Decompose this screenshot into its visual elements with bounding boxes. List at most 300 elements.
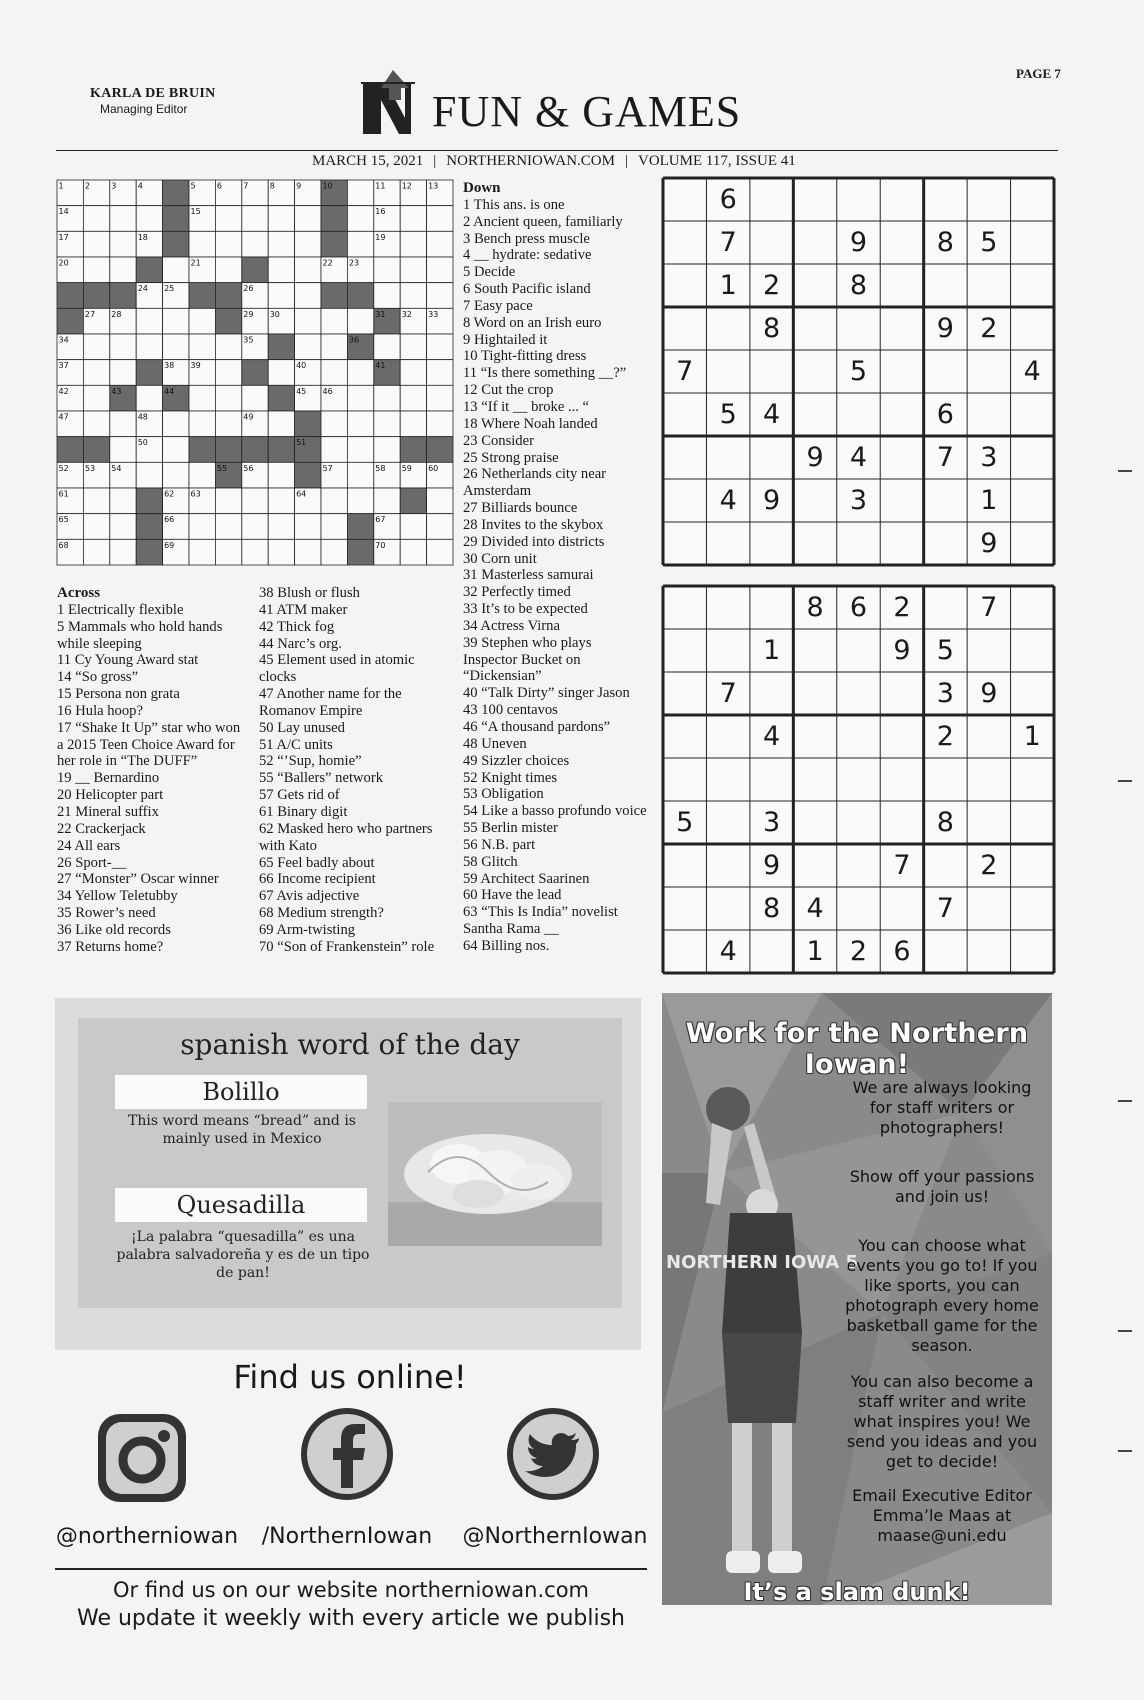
sudoku-empty-cell[interactable]: [706, 844, 749, 887]
sudoku-empty-cell[interactable]: [880, 264, 923, 307]
crossword-cell[interactable]: [136, 206, 162, 232]
crossword-clue-number: 37: [58, 361, 69, 371]
sudoku-empty-cell[interactable]: [1011, 178, 1054, 221]
crossword-cell[interactable]: [321, 539, 347, 565]
crossword-clue-number: 53: [84, 463, 96, 473]
sudoku-empty-cell[interactable]: [924, 522, 967, 565]
instagram-handle[interactable]: @northerniowan: [55, 1524, 239, 1549]
crossword-cell[interactable]: [110, 257, 136, 283]
crossword-cell[interactable]: [427, 257, 453, 283]
crossword-cell[interactable]: [136, 462, 162, 488]
crossword-cell[interactable]: [347, 385, 373, 411]
crossword-cell[interactable]: [321, 308, 347, 334]
crossword-clue-number: 47: [58, 412, 69, 422]
sudoku-empty-cell[interactable]: [967, 715, 1010, 758]
crossword-cell[interactable]: [295, 257, 321, 283]
sudoku-empty-cell[interactable]: [967, 393, 1010, 436]
crossword-clue-number: 15: [190, 207, 201, 217]
crossword-cell[interactable]: [242, 539, 268, 565]
sudoku-empty-cell[interactable]: [837, 307, 880, 350]
sudoku-empty-cell[interactable]: [880, 715, 923, 758]
sudoku-empty-cell[interactable]: [750, 436, 793, 479]
crossword-grid[interactable]: [57, 180, 453, 565]
sudoku-empty-cell[interactable]: [837, 887, 880, 930]
sudoku-empty-cell[interactable]: [706, 307, 749, 350]
sudoku-empty-cell[interactable]: [663, 715, 706, 758]
crossword-clue-number: 54: [111, 463, 122, 473]
sudoku-empty-cell[interactable]: [750, 522, 793, 565]
crossword-cell[interactable]: [136, 334, 162, 360]
sudoku-empty-cell[interactable]: [837, 801, 880, 844]
sudoku-empty-cell[interactable]: [837, 629, 880, 672]
crossword-cell[interactable]: [242, 488, 268, 514]
sudoku-empty-cell[interactable]: [1011, 629, 1054, 672]
sudoku-empty-cell[interactable]: [663, 844, 706, 887]
sudoku-empty-cell[interactable]: [1011, 801, 1054, 844]
crossword-cell[interactable]: [400, 411, 426, 437]
crossword-cell[interactable]: [215, 539, 241, 565]
ad-title: Work for the Northern Iowan!: [685, 1018, 1029, 1080]
clue: 8 Word on an Irish euro: [463, 314, 602, 331]
sudoku-empty-cell[interactable]: [793, 629, 836, 672]
sudoku-given: 7: [719, 227, 737, 258]
crossword-cell[interactable]: [110, 231, 136, 257]
crossword-cell[interactable]: [321, 360, 347, 386]
sudoku-empty-cell[interactable]: [706, 522, 749, 565]
crossword-cell[interactable]: [427, 488, 453, 514]
sudoku-empty-cell[interactable]: [663, 586, 706, 629]
crossword-cell[interactable]: [427, 231, 453, 257]
sudoku-empty-cell[interactable]: [793, 844, 836, 887]
sudoku-empty-cell[interactable]: [793, 522, 836, 565]
clue: 17 “Shake It Up” star who won a 2015 Teen Choice Award for her role in “The DUFF”: [57, 719, 241, 770]
crossword-cell[interactable]: [400, 360, 426, 386]
crossword-cell[interactable]: [295, 334, 321, 360]
find-us-online-title: Find us online!: [233, 1358, 467, 1396]
crossword-cell[interactable]: [110, 539, 136, 565]
crossword-cell[interactable]: [242, 206, 268, 232]
sudoku-empty-cell[interactable]: [706, 887, 749, 930]
sudoku-empty-cell[interactable]: [750, 178, 793, 221]
crossword-cell[interactable]: [374, 334, 400, 360]
sudoku-empty-cell[interactable]: [793, 178, 836, 221]
crossword-cell[interactable]: [400, 334, 426, 360]
sudoku-empty-cell[interactable]: [1011, 221, 1054, 264]
sudoku-empty-cell[interactable]: [663, 887, 706, 930]
northern-iowan-logo-icon: [361, 70, 421, 136]
crossword-cell[interactable]: [189, 231, 215, 257]
sudoku-empty-cell[interactable]: [663, 479, 706, 522]
crossword-cell[interactable]: [215, 514, 241, 540]
crossword-cell[interactable]: [427, 334, 453, 360]
sudoku-empty-cell[interactable]: [1011, 586, 1054, 629]
sudoku-empty-cell[interactable]: [706, 629, 749, 672]
clue: 52 “’Sup, homie”: [259, 753, 362, 770]
sudoku-empty-cell[interactable]: [1011, 264, 1054, 307]
sudoku-empty-cell[interactable]: [750, 221, 793, 264]
crossword-clue-number: 25: [164, 284, 175, 294]
crossword-cell[interactable]: [83, 231, 109, 257]
sudoku-empty-cell[interactable]: [924, 178, 967, 221]
instagram-icon[interactable]: [92, 1408, 192, 1508]
sudoku-empty-cell[interactable]: [793, 715, 836, 758]
sudoku-empty-cell[interactable]: [706, 758, 749, 801]
sudoku-empty-cell[interactable]: [880, 350, 923, 393]
crossword-cell[interactable]: [83, 385, 109, 411]
sudoku-empty-cell[interactable]: [1011, 930, 1054, 973]
sudoku-empty-cell[interactable]: [967, 758, 1010, 801]
crossword-clue-number: 65: [58, 515, 69, 525]
sudoku-empty-cell[interactable]: [663, 522, 706, 565]
sudoku-empty-cell[interactable]: [750, 758, 793, 801]
crossword-cell[interactable]: [400, 539, 426, 565]
sudoku-given: 5: [980, 227, 998, 258]
crossword-cell[interactable]: [295, 283, 321, 309]
crossword-cell[interactable]: [268, 231, 294, 257]
crossword-cell[interactable]: [400, 514, 426, 540]
crossword-cell[interactable]: [110, 437, 136, 463]
sudoku-empty-cell[interactable]: [880, 522, 923, 565]
crossword-cell[interactable]: [268, 488, 294, 514]
crossword-clue-number: 21: [190, 258, 201, 268]
sudoku-empty-cell[interactable]: [967, 930, 1010, 973]
sudoku-empty-cell[interactable]: [837, 715, 880, 758]
sudoku-empty-cell[interactable]: [1011, 758, 1054, 801]
sudoku-empty-cell[interactable]: [837, 844, 880, 887]
crossword-cell[interactable]: [347, 488, 373, 514]
crossword-cell[interactable]: [374, 488, 400, 514]
sudoku-empty-cell[interactable]: [880, 801, 923, 844]
clue: 61 Binary digit: [259, 803, 348, 820]
sudoku-empty-cell[interactable]: [967, 629, 1010, 672]
twitter-handle[interactable]: @NorthernIowan: [462, 1524, 648, 1549]
crossword-cell[interactable]: [374, 257, 400, 283]
crossword-cell[interactable]: [215, 411, 241, 437]
sudoku-empty-cell[interactable]: [793, 307, 836, 350]
crossword-clue-number: 9: [296, 181, 302, 191]
sudoku-top[interactable]: [663, 178, 1054, 565]
sudoku-empty-cell[interactable]: [837, 393, 880, 436]
crossword-block: [242, 257, 268, 283]
sudoku-given: 6: [936, 399, 954, 430]
crossword-cell[interactable]: [347, 206, 373, 232]
clue: 10 Tight-fitting dress: [463, 348, 587, 365]
crossword-clue-number: 41: [375, 361, 386, 371]
crossword-cell[interactable]: [400, 283, 426, 309]
sudoku-empty-cell[interactable]: [924, 586, 967, 629]
sudoku-empty-cell[interactable]: [793, 758, 836, 801]
crossword-cell[interactable]: [427, 539, 453, 565]
crossword-cell[interactable]: [83, 206, 109, 232]
volume-issue: VOLUME 117, ISSUE 41: [637, 153, 796, 169]
sudoku-empty-cell[interactable]: [793, 672, 836, 715]
crossword-block: [295, 462, 321, 488]
sudoku-empty-cell[interactable]: [750, 586, 793, 629]
clue: 52 Knight times: [463, 769, 558, 786]
sudoku-empty-cell[interactable]: [880, 307, 923, 350]
sudoku-empty-cell[interactable]: [880, 393, 923, 436]
sudoku-empty-cell[interactable]: [837, 522, 880, 565]
sudoku-empty-cell[interactable]: [663, 307, 706, 350]
crossword-cell[interactable]: [347, 437, 373, 463]
crossword-cell[interactable]: [215, 334, 241, 360]
crossword-cell[interactable]: [110, 360, 136, 386]
sudoku-empty-cell[interactable]: [837, 758, 880, 801]
sudoku-empty-cell[interactable]: [880, 436, 923, 479]
crossword-cell[interactable]: [83, 334, 109, 360]
sudoku-empty-cell[interactable]: [1011, 479, 1054, 522]
crossword-cell[interactable]: [83, 514, 109, 540]
crossword-cell[interactable]: [427, 411, 453, 437]
crossword-block: [427, 437, 453, 463]
sudoku-empty-cell[interactable]: [663, 930, 706, 973]
sudoku-empty-cell[interactable]: [924, 350, 967, 393]
crossword-cell[interactable]: [321, 411, 347, 437]
crossword-cell[interactable]: [427, 206, 453, 232]
sudoku-empty-cell[interactable]: [837, 178, 880, 221]
spanish-word-quesadilla-description: ¡La palabra “quesadilla” es una palabra salvadoreña y es de un tipo de pan!: [116, 1229, 370, 1281]
crossword-cell[interactable]: [83, 411, 109, 437]
sudoku-empty-cell[interactable]: [663, 672, 706, 715]
crossword-clue-number: 7: [243, 181, 249, 191]
crossword-cell[interactable]: [110, 411, 136, 437]
crossword-cell[interactable]: [189, 385, 215, 411]
sudoku-empty-cell[interactable]: [880, 672, 923, 715]
sudoku-empty-cell[interactable]: [967, 887, 1010, 930]
sudoku-empty-cell[interactable]: [663, 629, 706, 672]
crossword-cell[interactable]: [136, 308, 162, 334]
crossword-cell[interactable]: [400, 231, 426, 257]
crossword-cell[interactable]: [347, 360, 373, 386]
sudoku-empty-cell[interactable]: [880, 887, 923, 930]
crossword-clue-number: 4: [137, 181, 143, 191]
sudoku-given: 2: [893, 592, 911, 623]
crossword-cell[interactable]: [163, 437, 189, 463]
sudoku-empty-cell[interactable]: [924, 844, 967, 887]
clue: 27 Billiards bounce: [463, 500, 578, 517]
crossword-cell[interactable]: [215, 231, 241, 257]
crossword-cell[interactable]: [83, 488, 109, 514]
sudoku-empty-cell[interactable]: [663, 758, 706, 801]
sudoku-empty-cell[interactable]: [880, 479, 923, 522]
crossword-cell[interactable]: [110, 206, 136, 232]
crossword-cell[interactable]: [268, 411, 294, 437]
sudoku-empty-cell[interactable]: [706, 586, 749, 629]
sudoku-empty-cell[interactable]: [1011, 307, 1054, 350]
clue: 68 Medium strength?: [259, 905, 384, 922]
sudoku-empty-cell[interactable]: [663, 436, 706, 479]
crossword-cell[interactable]: [215, 257, 241, 283]
crossword-cell[interactable]: [400, 385, 426, 411]
crossword-cell[interactable]: [242, 514, 268, 540]
scan-edge-mark: [1118, 1100, 1132, 1102]
crossword-cell[interactable]: [295, 539, 321, 565]
crossword-cell[interactable]: [242, 385, 268, 411]
crossword-cell[interactable]: [321, 488, 347, 514]
sudoku-empty-cell[interactable]: [924, 479, 967, 522]
crossword-cell[interactable]: [321, 334, 347, 360]
ad-paragraph-3: You can choose what events you go to! If you like sports, you can photograph every home basketball game for the season.: [845, 1236, 1039, 1355]
crossword-clue-number: 3: [111, 181, 117, 191]
crossword-cell[interactable]: [215, 385, 241, 411]
crossword-block: [347, 283, 373, 309]
sudoku-empty-cell[interactable]: [1011, 672, 1054, 715]
crossword-cell[interactable]: [427, 385, 453, 411]
crossword-cell[interactable]: [189, 539, 215, 565]
sudoku-given: 5: [849, 356, 868, 387]
crossword-cell[interactable]: [295, 206, 321, 232]
crossword-cell[interactable]: [215, 206, 241, 232]
sudoku-empty-cell[interactable]: [1011, 844, 1054, 887]
sudoku-empty-cell[interactable]: [880, 758, 923, 801]
crossword-cell[interactable]: [189, 514, 215, 540]
sudoku-empty-cell[interactable]: [924, 930, 967, 973]
sudoku-empty-cell[interactable]: [793, 221, 836, 264]
crossword-cell[interactable]: [163, 308, 189, 334]
sudoku-empty-cell[interactable]: [706, 436, 749, 479]
sudoku-empty-cell[interactable]: [837, 672, 880, 715]
sudoku-empty-cell[interactable]: [663, 393, 706, 436]
crossword-cell[interactable]: [163, 411, 189, 437]
dateline: [312, 153, 796, 170]
crossword-cell[interactable]: [374, 385, 400, 411]
sudoku-empty-cell[interactable]: [750, 350, 793, 393]
crossword-cell[interactable]: [189, 462, 215, 488]
crossword-block: [110, 283, 136, 309]
sudoku-empty-cell[interactable]: [924, 758, 967, 801]
sudoku-empty-cell[interactable]: [750, 930, 793, 973]
crossword-clue-number: 14: [58, 207, 69, 217]
clue: 53 Obligation: [463, 786, 544, 803]
sudoku-empty-cell[interactable]: [1011, 393, 1054, 436]
crossword-cell[interactable]: [268, 283, 294, 309]
sudoku-empty-cell[interactable]: [663, 264, 706, 307]
crossword-cell[interactable]: [136, 385, 162, 411]
crossword-cell[interactable]: [215, 360, 241, 386]
crossword-cell[interactable]: [427, 360, 453, 386]
crossword-cell[interactable]: [163, 334, 189, 360]
crossword-cell[interactable]: [321, 514, 347, 540]
crossword-cell[interactable]: [110, 334, 136, 360]
sudoku-empty-cell[interactable]: [924, 264, 967, 307]
facebook-handle[interactable]: /NorthernIowan: [261, 1524, 433, 1549]
clue: 45 Element used in atomic clocks: [259, 652, 415, 686]
crossword-cell[interactable]: [83, 257, 109, 283]
crossword-cell[interactable]: [427, 283, 453, 309]
crossword-cell[interactable]: [295, 514, 321, 540]
sudoku-empty-cell[interactable]: [880, 178, 923, 221]
crossword-block: [347, 539, 373, 565]
crossword-cell[interactable]: [163, 257, 189, 283]
crossword-clue-number: 30: [269, 309, 280, 319]
sudoku-empty-cell[interactable]: [967, 264, 1010, 307]
crossword-clue-number: 8: [269, 181, 275, 191]
sudoku-empty-cell[interactable]: [793, 264, 836, 307]
sudoku-empty-cell[interactable]: [967, 350, 1010, 393]
ad-paragraph-5[interactable]: Email Executive Editor Emma’le Maas at maase@uni.edu: [852, 1486, 1032, 1545]
crossword-block: [400, 437, 426, 463]
crossword-block: [189, 283, 215, 309]
crossword-cell[interactable]: [268, 462, 294, 488]
clue: 56 N.B. part: [463, 836, 536, 853]
sudoku-empty-cell[interactable]: [706, 715, 749, 758]
crossword-cell[interactable]: [374, 437, 400, 463]
crossword-cell[interactable]: [189, 334, 215, 360]
crossword-cell[interactable]: [427, 514, 453, 540]
crossword-cell[interactable]: [295, 231, 321, 257]
sudoku-empty-cell[interactable]: [706, 350, 749, 393]
sudoku-bottom[interactable]: [663, 586, 1054, 973]
crossword-cell[interactable]: [110, 514, 136, 540]
crossword-cell[interactable]: [268, 206, 294, 232]
sudoku-empty-cell[interactable]: [793, 393, 836, 436]
ad-paragraph-4: You can also become a staff writer and write what inspires you! We send you ideas and you get to decide!: [846, 1372, 1038, 1471]
crossword-clue-number: 34: [58, 335, 69, 345]
sudoku-empty-cell[interactable]: [1011, 887, 1054, 930]
crossword-clue-number: 50: [137, 438, 148, 448]
crossword-cell[interactable]: [268, 257, 294, 283]
crossword-cell[interactable]: [347, 231, 373, 257]
crossword-cell[interactable]: [295, 308, 321, 334]
clue: 64 Billing nos.: [463, 937, 550, 954]
crossword-cell[interactable]: [347, 308, 373, 334]
crossword-block: [400, 488, 426, 514]
crossword-cell[interactable]: [215, 488, 241, 514]
crossword-cell[interactable]: [321, 437, 347, 463]
sudoku-empty-cell[interactable]: [880, 221, 923, 264]
sudoku-empty-cell[interactable]: [793, 479, 836, 522]
crossword-cell[interactable]: [268, 514, 294, 540]
clue: 47 Another name for the Romanov Empire: [259, 686, 402, 719]
sudoku-empty-cell[interactable]: [967, 801, 1010, 844]
crossword-cell[interactable]: [268, 360, 294, 386]
crossword-cell[interactable]: [400, 206, 426, 232]
sudoku-empty-cell[interactable]: [967, 178, 1010, 221]
crossword-clue-number: 48: [137, 412, 148, 422]
crossword-cell[interactable]: [347, 180, 373, 206]
crossword-cell[interactable]: [83, 360, 109, 386]
sudoku-empty-cell[interactable]: [1011, 522, 1054, 565]
issue-date: MARCH 15, 2021: [312, 153, 424, 169]
crossword-cell[interactable]: [189, 411, 215, 437]
sudoku-empty-cell[interactable]: [750, 672, 793, 715]
sudoku-empty-cell[interactable]: [706, 801, 749, 844]
crossword-cell[interactable]: [400, 257, 426, 283]
crossword-cell[interactable]: [163, 462, 189, 488]
spanish-word-title: spanish word of the day: [180, 1028, 520, 1061]
crossword-cell[interactable]: [242, 231, 268, 257]
crossword-cell[interactable]: [83, 539, 109, 565]
sudoku-empty-cell[interactable]: [663, 221, 706, 264]
sudoku-empty-cell[interactable]: [793, 801, 836, 844]
crossword-block: [136, 539, 162, 565]
sudoku-given: 2: [980, 313, 998, 344]
facebook-icon[interactable]: [297, 1404, 397, 1504]
crossword-cell[interactable]: [268, 539, 294, 565]
twitter-icon[interactable]: [503, 1404, 603, 1504]
sudoku-empty-cell[interactable]: [663, 178, 706, 221]
crossword-cell[interactable]: [189, 308, 215, 334]
crossword-cell[interactable]: [347, 411, 373, 437]
crossword-block: [268, 385, 294, 411]
sudoku-empty-cell[interactable]: [1011, 436, 1054, 479]
crossword-cell[interactable]: [374, 283, 400, 309]
sudoku-empty-cell[interactable]: [793, 350, 836, 393]
crossword-cell[interactable]: [374, 411, 400, 437]
crossword-cell[interactable]: [110, 488, 136, 514]
crossword-cell[interactable]: [347, 462, 373, 488]
crossword-clue-number: 66: [164, 515, 175, 525]
